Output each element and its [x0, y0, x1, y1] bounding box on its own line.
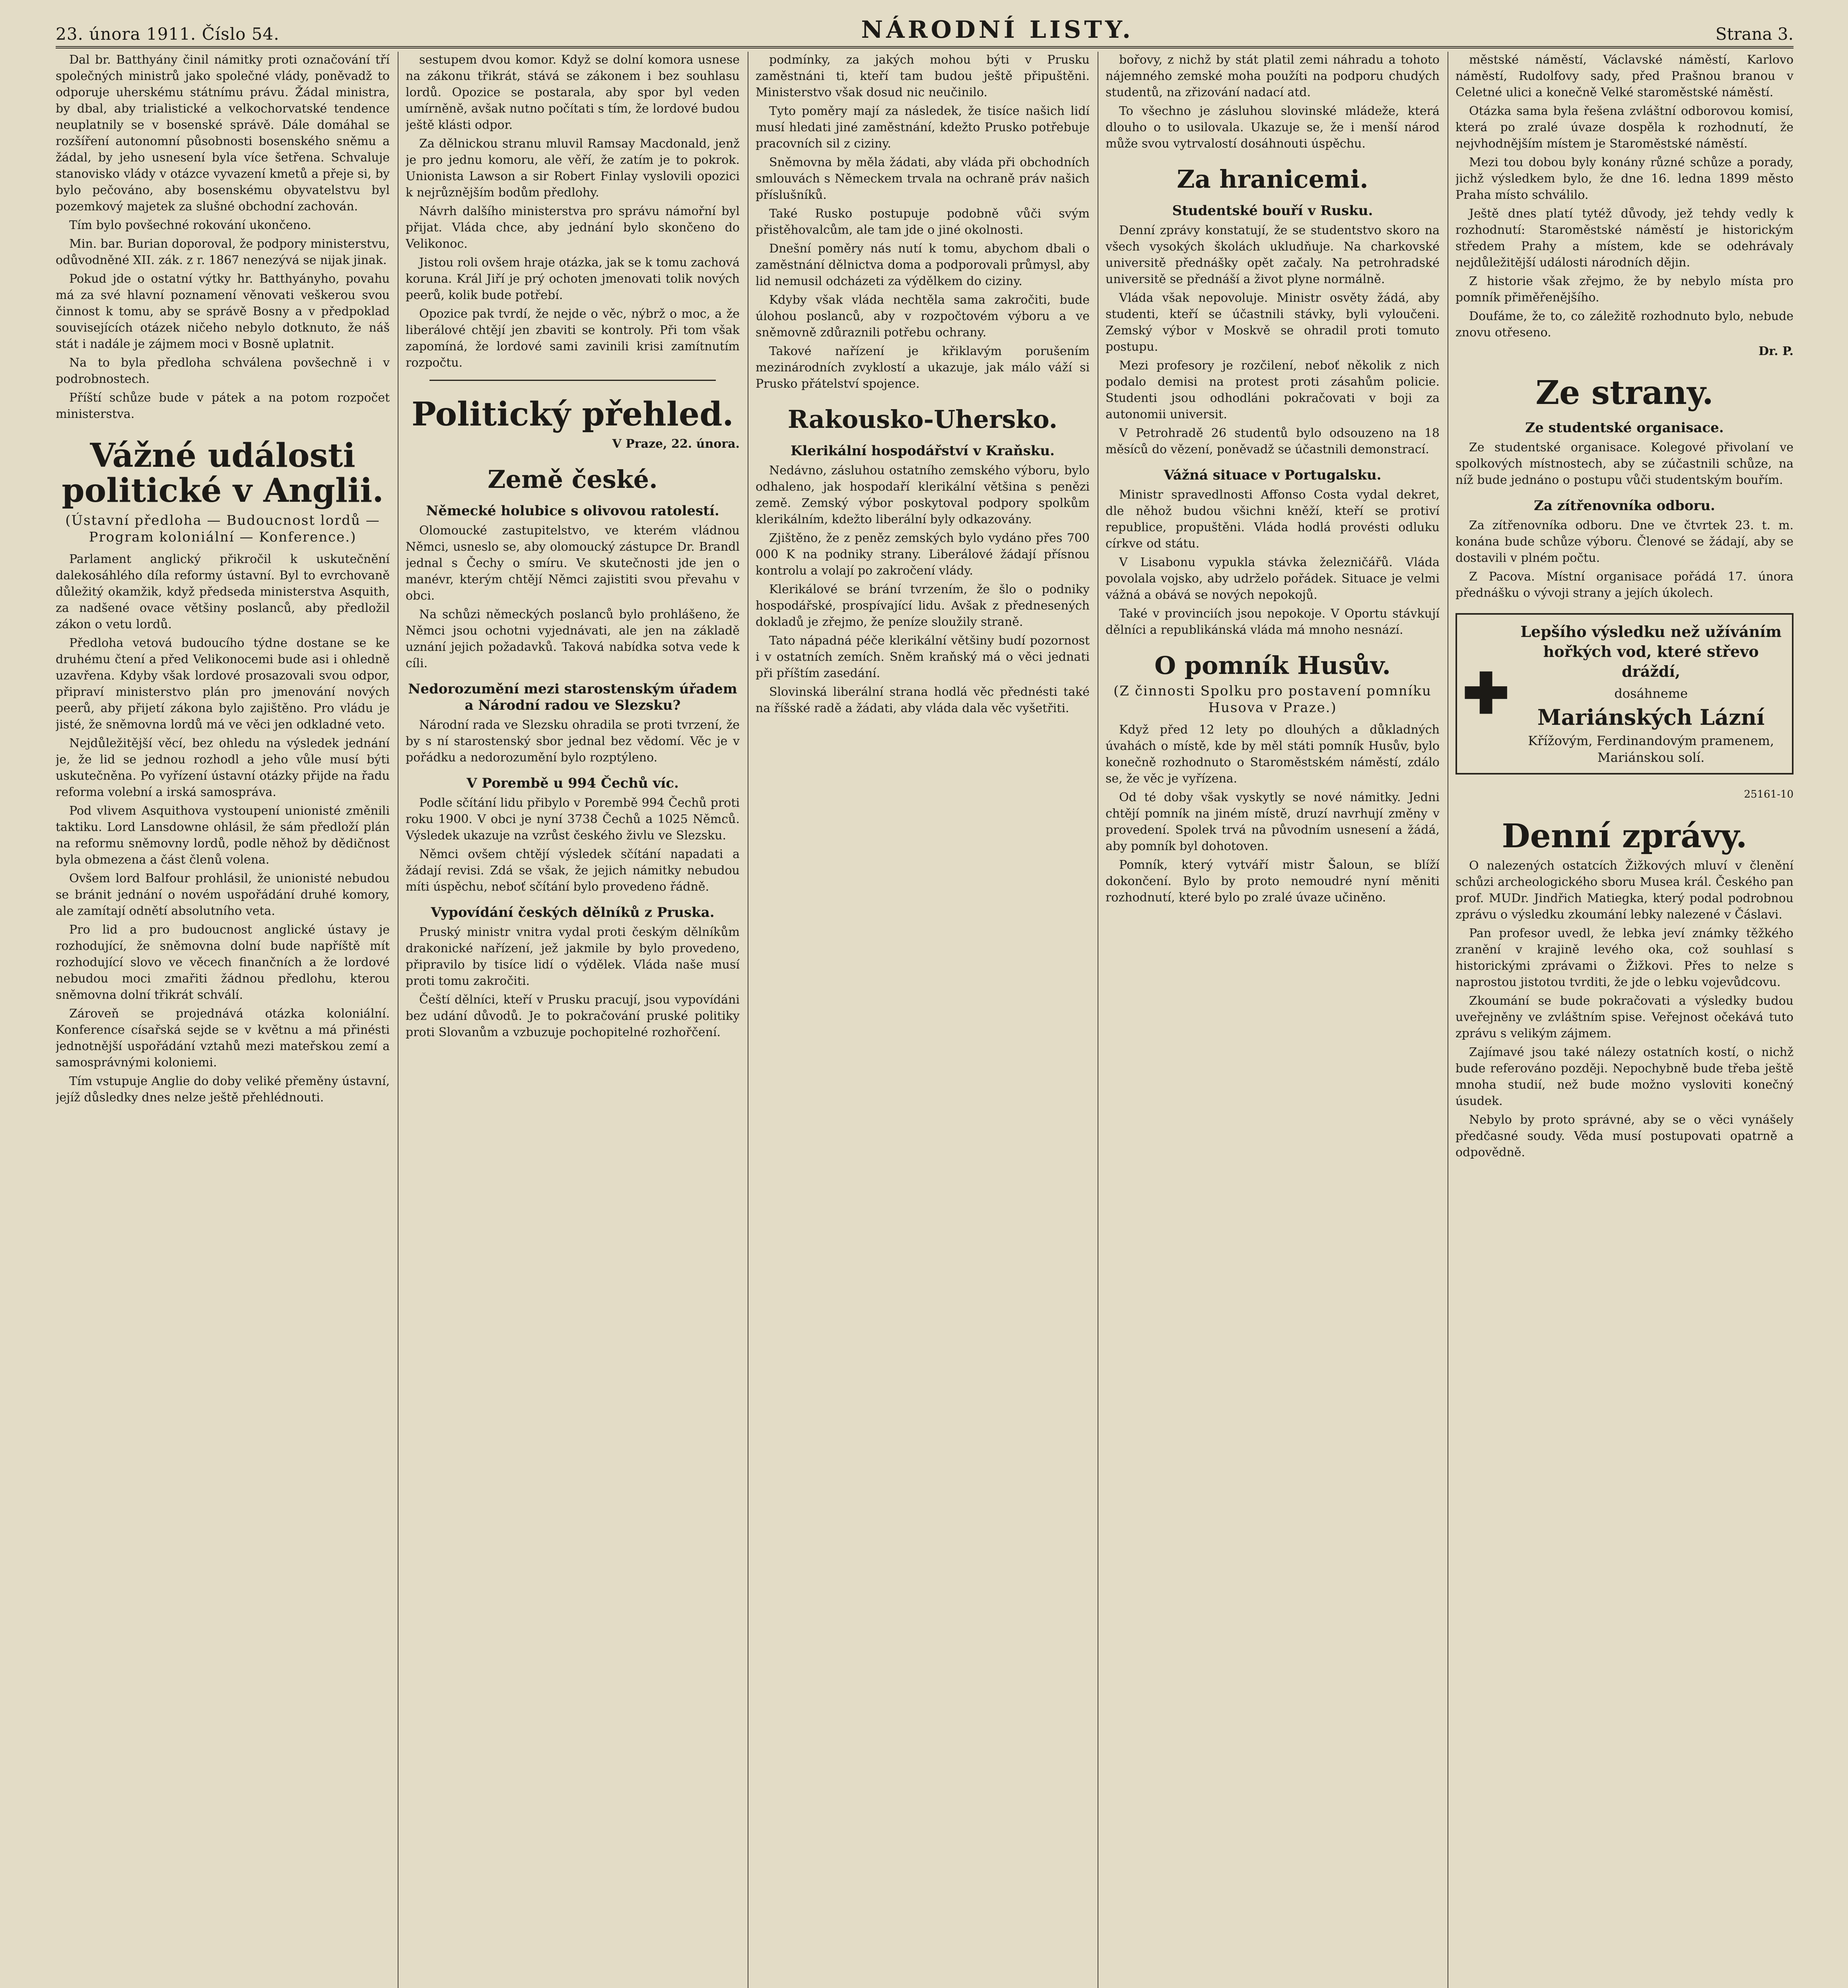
headline-zeme-ceske: Země české. [488, 465, 658, 494]
paragraph: Za dělnickou stranu mluvil Ramsay Macdonald, jenž je pro jednu komoru, ale věří, že zatím je to pokrok. Unionista Lawson a sir Robert Finlay vyslovili opozici k nejrůznějším bodům předlohy. [406, 137, 740, 200]
paragraph: Němci ovšem chtějí výsledek sčítání napadati a žádají revisi. Zdá se však, že jejich námitky nebudou míti úspěchu, neboť sčítání bylo provedeno řádně. [406, 847, 740, 894]
ad-line: dosáhneme [1614, 686, 1688, 701]
section-title: Klerikální hospodářství v Kraňsku. [790, 443, 1055, 459]
headline-politicke-anglie: Vážné události politické v Anglii. [62, 437, 384, 510]
paragraph: V Lisabonu vypukla stávka železničářů. Vláda povolala vojsko, aby udrželo pořádek. Situace je velmi vážná a obává se nových nepokojů. [1106, 555, 1440, 602]
paragraph: Min. bar. Burian doporoval, že podpory ministerstvu, odůvodněné XII. zák. z r. 1867 nenezývá se nijak jinak. [56, 237, 390, 267]
paragraph: Dal br. Batthyány činil námitky proti označování tří společných ministrů jako společné vlády, poněvadž to odporuje uherskému státnímu právu. Žádal ministra, by dbal, aby trialistické a velkochorvatské tendence neuplatnily se v bosenské správě. Dále domáhal se rozšíření autonomní působnosti bosenského sněmu a žádal, by jeho usnesení byla více šetřena. Schvaluje stanovisko vlády v otázce vyvazení kmetů a přeje si, by bylo pečováno, aby bosenskému obyvatelstvu byl pozemkový majetek za slušné obchodní zachován. [56, 53, 390, 214]
subheadline: (Ústavní předloha — Budoucnost lordů — Program koloniální — Konference.) [65, 513, 380, 545]
paragraph: Slovinská liberální strana hodlá věc přednésti také na říšské radě a žádati, aby vláda dala věc vyšetřiti. [756, 685, 1090, 715]
column-3 [756, 52, 1090, 1988]
paragraph: Tím vstupuje Anglie do doby veliké přeměny ústavní, jejíž důsledky dnes nelze ještě přehlédnouti. [56, 1074, 390, 1105]
paragraph: Také Rusko postupuje podobně vůči svým přistěhovalcům, ale tam jde o jiné okolnosti. [756, 207, 1090, 237]
headline-za-hranicemi: Za hranicemi. [1177, 165, 1368, 194]
paragraph: Podle sčítání lidu přibylo v Porembě 994 Čechů proti roku 1900. V obci je nyní 3738 Čechů a 1025 Němců. Výsledek ukazuje na vzrůst českého živlu ve Slezsku. [406, 796, 740, 843]
column-5 [1455, 52, 1794, 1988]
headline-ze-strany: Ze strany. [1535, 374, 1714, 412]
paragraph: To všechno je zásluhou slovinské mládeže, která dlouho o to usilovala. Ukazuje se, že i menší národ může svou vytrvalostí dosáhnouti úspěchu. [1106, 104, 1440, 151]
paragraph: Pokud jde o ostatní výtky hr. Batthyányho, povahu má za své hlavní poznamení věnovati veškerou svou činnost k tomu, aby se správě Bosny a v předpoklad souvisejících otázek ničeho nebylo dotknuto, že náš stát i nadále je zájmem moci v Bosně uplatnit. [56, 272, 390, 351]
subheadline: (Z činnosti Spolku pro postavení pomníku Husova v Praze.) [1113, 683, 1432, 716]
paragraph: Návrh dalšího ministerstva pro správu námořní byl přijat. Vláda chce, aby jednání bylo skončeno do Velikonoc. [406, 204, 740, 251]
paragraph: sestupem dvou komor. Když se dolní komora usnese na zákonu třikrát, stává se zákonem i bez souhlasu lordů. Opozice se postarala, aby spor byl veden umírněně, avšak nutno počítati s tím, že lordové budou ještě klásti odpor. [406, 53, 740, 132]
paragraph: O nalezených ostatcích Žižkových mluví v členění schůzi archeologického sboru Musea král. Českého pan prof. MUDr. Jindřich Matiegka, který podal podrobnou zprávu o výsledku zkoumání lebky nalezené v Čáslavi. [1455, 859, 1794, 922]
newspaper-title: NÁRODNÍ LISTY. [861, 16, 1134, 44]
paragraph: Dnešní poměry nás nutí k tomu, abychom dbali o zaměstnání dělnictva doma a podporovali průmysl, aby lid nemusil odcházeti za výdělkem do ciziny. [756, 242, 1090, 288]
ad-brand: Mariánských Lázní [1537, 705, 1765, 730]
paragraph: Jistou roli ovšem hraje otázka, jak se k tomu zachová koruna. Král Jiří je prý ochoten jmenovati tolik nových peerů, kolik bude potřebí. [406, 256, 740, 302]
section-title: Německé holubice s olivovou ratolestí. [426, 503, 719, 519]
headline-rakousko-uhersko: Rakousko-Uhersko. [787, 405, 1058, 434]
paragraph: Zajímavé jsou také nálezy ostatních kostí, o nichž bude referováno později. Nepochybně bude třeba ještě mnoha studií, než bude možno vysloviti konečný úsudek. [1455, 1045, 1794, 1108]
paragraph: Pruský ministr vnitra vydal proti českým dělníkům drakonické nařízení, jež jakmile by bylo provedeno, připravilo by tisíce lidí o výdělek. Vláda naše musí proti tomu zakročiti. [406, 925, 740, 988]
cross-icon: ✚ [1463, 661, 1510, 726]
paragraph: Parlament anglický přikročil k uskutečnění dalekosáhlého díla reformy ústavní. Byl to evrchovaně důležitý okamžik, když předseda ministerstva Asquith, za nadšené ovace většiny poslanců, aby předložil zákon o vetu lordů. [56, 552, 390, 631]
section-title: Vážná situace v Portugalsku. [1164, 467, 1382, 483]
paragraph: Mezi tou dobou byly konány různé schůze a porady, jichž výsledkem bylo, že dne 16. ledna 1899 město Praha místo schválilo. [1455, 155, 1794, 202]
paragraph: Předloha vetová budoucího týdne dostane se ke druhému čtení a před Velikonocemi bude asi i ohledně uzavřena. Kdyby však lordové prosazovali svou odpor, připraví ministerstvo plán pro jmenování nových peerů, aby přijetí zákona bylo zajištěno. Pro vládu je jisté, že sněmovna lordů má ve věci jen odkladné veto. [56, 636, 390, 732]
paragraph: Čeští dělníci, kteří v Prusku pracují, jsou vypovídáni bez udání důvodů. Je to pokračování pruské politiky proti Slovanům a vzbuzuje pochopitelné rozhořčení. [406, 993, 740, 1039]
section-title: Studentské bouří v Rusku. [1172, 203, 1373, 219]
page-number: Strana 3. [1715, 24, 1794, 44]
paragraph: Doufáme, že to, co záležitě rozhodnuto bylo, nebude znovu otřeseno. [1455, 309, 1794, 340]
paragraph: bořovy, z nichž by stát platil zemi náhradu a tohoto nájemného zemské moha použíti na podporu chudých studentů, na zřizování nadací atd. [1106, 53, 1440, 99]
paragraph: Zkoumání se bude pokračovati a výsledky budou uveřejněny ve zvláštním spise. Veřejnost očekává tuto zprávu s velikým zájmem. [1455, 994, 1794, 1041]
paragraph: Opozice pak tvrdí, že nejde o věc, nýbrž o moc, a že liberálové chtějí jen zbaviti se kontroly. Při tom však zapomíná, že lordové sami zavinili krisi zamítnutím rozpočtu. [406, 307, 740, 370]
paragraph: Ministr spravedlnosti Affonso Costa vydal dekret, dle něhož budou všichni kněží, kteří se protiví republice, propuštěni. Vláda hodlá provésti odluku církve od státu. [1106, 488, 1440, 551]
paragraph: Když před 12 lety po dlouhých a důkladných úvahách o místě, kde by měl státi pomník Husův, bylo konečně rozhodnuto o Staroměstském náměstí, zdálo se, že věc je vyřízena. [1106, 723, 1440, 786]
paragraph: Otázka sama byla řešena zvláštní odborovou komisí, která po zralé úvaze dospěla k rozhodnutí, že nejvhodnějším místem je Staroměstské náměstí. [1455, 104, 1794, 151]
ad-code: 25161-10 [1744, 788, 1794, 800]
section-title: Vypovídání českých dělníků z Pruska. [431, 905, 715, 920]
paragraph: Kdyby však vláda nechtěla sama zakročiti, bude úlohou poslanců, aby v rozpočtovém výboru a ve sněmovně zdůraznili potřebu ochrany. [756, 293, 1090, 340]
paragraph: Pan profesor uvedl, že lebka jeví známky těžkého zranění v krajině levého oka, což souhlasí s historickými zprávami o Žižkovi. Přes to nelze s naprostou jistotou tvrditi, že jde o lebku vojevůdcovu. [1455, 926, 1794, 989]
paragraph: Tím bylo povšechné rokování ukončeno. [69, 218, 311, 232]
paragraph: Za zítřenovníka odboru. Dne ve čtvrtek 23. t. m. konána bude schůze výboru. Členové se žádají, aby se dostavili v plném počtu. [1455, 518, 1794, 565]
paragraph: podmínky, za jakých mohou býti v Prusku zaměstnáni ti, kteří tam budou ještě připuštěni. Ministerstvo však dosud nic neučinilo. [756, 53, 1090, 99]
paragraph: městské náměstí, Václavské náměstí, Karlovo náměstí, Rudolfovy sady, před Prašnou branou v Celetné ulici a konečně Velké staroměstské náměstí. [1455, 53, 1794, 99]
paragraph: Vláda však nepovoluje. Ministr osvěty žádá, aby studenti, kteří se účastnili stávky, byli vyloučeni. Zemský výbor v Moskvě se ohradil proti tomuto postupu. [1106, 291, 1440, 354]
paragraph: Z Pacova. Místní organisace pořádá 17. února přednášku o vývoji strany a jejích úkolech. [1455, 570, 1794, 600]
paragraph: Klerikálové se brání tvrzením, že šlo o podniky hospodářské, prospívající lidu. Avšak z přednesených dokladů je zřejmo, že peníze sloužily straně. [756, 582, 1090, 629]
paragraph: Příští schůze bude v pátek a na potom rozpočet ministerstva. [56, 391, 390, 421]
paragraph: Ze studentské organisace. Kolegové přivolaní ve spolkových místnostech, aby se zúčastnili schůze, na níž bude jednáno o postupu vůči studentským bouřím. [1455, 441, 1794, 487]
dateline: V Praze, 22. února. [612, 437, 740, 451]
column-1 [56, 52, 390, 1988]
masthead [56, 8, 1794, 49]
headline-denni-zpravy: Denní zprávy. [1502, 817, 1747, 855]
section-title: Za zítřenovníka odboru. [1534, 498, 1715, 514]
paragraph: Nedávno, zásluhou ostatního zemského výboru, bylo odhaleno, jak hospodaří klerikální většina s penězi země. Zemský výbor poskytoval podpory spolkům klerikálním, kdežto liberální byly odkazovány. [756, 464, 1090, 526]
column-4 [1106, 52, 1440, 1988]
paragraph: Takové nařízení je křiklavým porušením mezinárodních zvyklostí a ukazuje, jak málo váží si Prusko přátelství spojence. [756, 344, 1090, 391]
paragraph: Na to byla předloha schválena povšechně i v podrobnostech. [56, 356, 390, 386]
section-divider [429, 380, 716, 381]
column-2 [406, 52, 740, 1988]
paragraph: Z historie však zřejmo, že by nebylo místa pro pomník přiměřenějšího. [1455, 274, 1794, 305]
paragraph: Denní zprávy konstatují, že se studentstvo skoro na všech vysokých školách ukludňuje. Na charkovské universitě přednášky opět začaly. Na petrohradské universitě se přednáší a život plyne normálně. [1106, 223, 1440, 286]
author-signature: Dr. P. [1759, 344, 1794, 358]
paragraph: Od té doby však vyskytly se nové námitky. Jedni chtějí pomník na jiném místě, druzí navrhují změny v provedení. Spolek trvá na původním usnesení a žádá, aby pomník byl dohotoven. [1106, 790, 1440, 853]
paragraph: Nebylo by proto správné, aby se o věci vynášely předčasné soudy. Věda musí postupovati opatrně a odpovědně. [1455, 1113, 1794, 1159]
paragraph: Zjištěno, že z peněz zemských bylo vydáno přes 700 000 K na podniky strany. Liberálové žádají přísnou kontrolu a volají po zakročení vlády. [756, 531, 1090, 578]
paragraph: Sněmovna by měla žádati, aby vláda při obchodních smlouvách s Německem trvala na ochraně práv našich příslušníků. [756, 155, 1090, 202]
ad-line: Křížovým, Ferdinandovým pramenem, Mariánskou solí. [1528, 733, 1774, 765]
advertisement-marianske-lazne [1455, 613, 1794, 775]
paragraph: Mezi profesory je rozčilení, neboť několik z nich podalo demisi na protest proti zásahům policie. Studenti jsou odhodláni pokračovati v boji za autonomii universit. [1106, 359, 1440, 421]
paragraph: Národní rada ve Slezsku ohradila se proti tvrzení, že by s ní starostenský sbor jednal bez vědomí. Věc je v pořádku a nedorozumění bylo rozptýleno. [406, 718, 740, 765]
paragraph: Pod vlivem Asquithova vystoupení unionisté změnili taktiku. Lord Lansdowne ohlásil, že sám předloží plán na reformu sněmovny lordů, podle něhož by dědičnost byla obmezena a část členů volena. [56, 804, 390, 867]
paragraph: Také v provinciích jsou nepokoje. V Oportu stávkují dělníci a republikánská vláda má mnoho nesnází. [1106, 607, 1440, 637]
headline-politicky-prehled: Politický přehled. [412, 395, 734, 433]
paragraph: Pro lid a pro budoucnost anglické ústavy je rozhodující, že sněmovna dolní bude napříště mít rozhodující slovo ve věcech finančních a že lordové nebudou moci zmařiti žádnou předlohu, kterou sněmovna dolní třikrát schválí. [56, 923, 390, 1002]
ad-line: Lepšího výsledku než užíváním hořkých vod, které střevo dráždí, [1520, 623, 1782, 680]
paragraph: Olomoucké zastupitelstvo, ve kterém vládnou Němci, usneslo se, aby olomoucký zástupce Dr. Brandl jednal s Čechy o smíru. Ve skutečnosti jde jen o manévr, kterým chtějí Němci zajistiti svou převahu v obci. [406, 524, 740, 603]
issue-date: 23. února 1911. Číslo 54. [56, 24, 280, 44]
paragraph: Pomník, který vytváří mistr Šaloun, se blíží dokončení. Bylo by proto nemoudré nyní měniti rozhodnutí, které bylo po zralé úvaze učiněno. [1106, 858, 1440, 905]
advertisement-text [1516, 622, 1786, 766]
paragraph: Ovšem lord Balfour prohlásil, že unionisté nebudou se bránit jednání o novém uspořádání druhé komory, ale zamítají odnětí absolutního veta. [56, 872, 390, 918]
paragraph: V Petrohradě 26 studentů bylo odsouzeno na 18 měsíců do vězení, poněvadž se účastnili demonstrací. [1106, 426, 1440, 456]
section-title: Ze studentské organisace. [1525, 420, 1724, 436]
paragraph: Ještě dnes platí tytéž důvody, jež tehdy vedly k rozhodnutí: Staroměstské náměstí je historickým středem Prahy a místem, kde se odehrávaly nejdůležitější události národních dějin. [1455, 207, 1794, 270]
paragraph: Zároveň se projednává otázka koloniální. Konference císařská sejde se v květnu a má přinésti jednotnější uspořádání vztahů mezi mateřskou zemí a samosprávnými koloniemi. [56, 1007, 390, 1070]
section-title: Nedorozumění mezi starostenským úřadem a Národní radou ve Slezsku? [408, 681, 737, 713]
paragraph: Tyto poměry mají za následek, že tisíce našich lidí musí hledati jiné zaměstnání, kdežto Prusko potřebuje pracovních sil z ciziny. [756, 104, 1090, 151]
headline-pomnik-husuv: O pomník Husův. [1154, 651, 1391, 680]
section-title: V Porembě u 994 Čechů víc. [466, 775, 679, 791]
paragraph: Tato nápadná péče klerikální většiny budí pozornost i v ostatních zemích. Sněm kraňský má o věci jednati při příštím zasedání. [756, 634, 1090, 680]
paragraph: Nejdůležitější věcí, bez ohledu na výsledek jednání je, že lid se jednou rozhodl a jeho vůle musí býti uskutečněna. Po vyřízení ústavní otázky přijde na řadu reforma volební a irská samospráva. [56, 736, 390, 799]
paragraph: Na schůzi německých poslanců bylo prohlášeno, že Němci jsou ochotni vyjednávati, ale jen na základě uznání jejich požadavků. Taková nabídka sotva vede k cíli. [406, 608, 740, 670]
